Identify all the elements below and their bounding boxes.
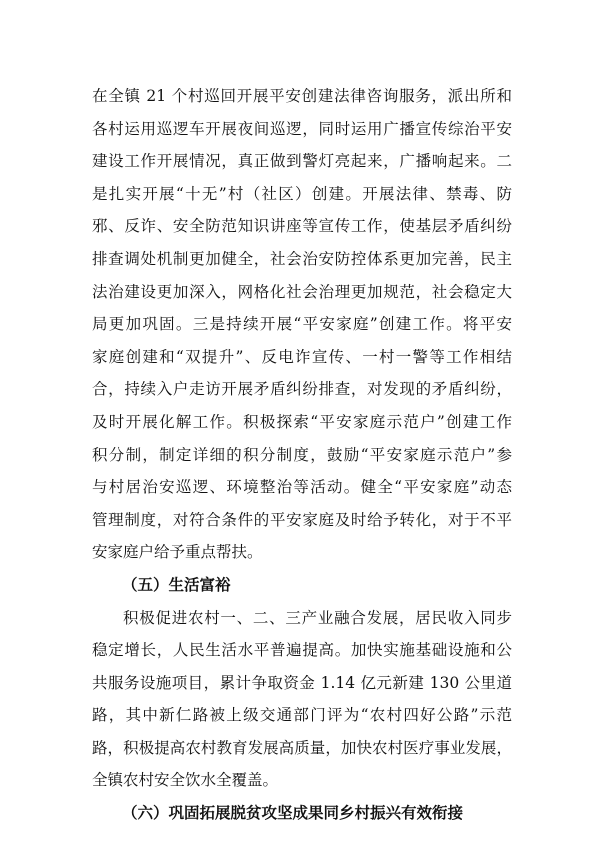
text-line: 稳定增长，人民生活水平普遍提高。加快实施基础设施和公 xyxy=(92,641,512,660)
text-line: 积极促进农村一、二、三产业融合发展，居民收入同步 xyxy=(123,608,512,627)
text-line: 安家庭户给予重点帮扶。 xyxy=(92,543,263,562)
text-line: 局更加巩固。三是持续开展“平安家庭”创建工作。将平安 xyxy=(92,315,512,334)
document-body xyxy=(92,80,512,830)
section-heading-5: （五）生活富裕 xyxy=(122,574,231,594)
text-line: 在全镇 21 个村巡回开展平安创建法律咨询服务，派出所和 xyxy=(92,87,512,105)
text-line: 全镇农村安全饮水全覆盖。 xyxy=(92,771,279,790)
text-line: 各村运用巡逻车开展夜间巡逻，同时运用广播宣传综治平安 xyxy=(92,119,512,138)
text-line: 是扎实开展“十无”村（社区）创建。开展法律、禁毒、防 xyxy=(92,184,512,203)
text-line: 邪、反诈、安全防范知识讲座等宣传工作，使基层矛盾纠纷 xyxy=(92,217,512,236)
paragraph-safety xyxy=(92,80,512,569)
text-line: 家庭创建和“双提升”、反电诈宣传、一村一警等工作相结 xyxy=(92,347,512,366)
text-line: 建设工作开展情况，真正做到警灯亮起来，广播响起来。二 xyxy=(92,152,512,171)
section-heading-6: （六）巩固拓展脱贫攻坚成果同乡村振兴有效衔接 xyxy=(122,803,464,823)
text-line: 路，积极提高农村教育发展高质量，加快农村医疗事业发展， xyxy=(92,738,512,757)
text-line: 合，持续入户走访开展矛盾纠纷排查，对发现的矛盾纠纷， xyxy=(92,380,512,399)
text-line: 路，其中新仁路被上级交通部门评为“农村四好公路”示范 xyxy=(92,706,512,725)
text-line: 法治建设更加深入，网格化社会治理更加规范，社会稳定大 xyxy=(92,282,512,301)
text-line: 共服务设施项目，累计争取资金 1.14 亿元新建 130 公里道 xyxy=(92,673,512,692)
text-line: 及时开展化解工作。积极探索“平安家庭示范户”创建工作 xyxy=(92,412,512,431)
text-line: 排查调处机制更加健全，社会治安防控体系更加完善，民主 xyxy=(92,249,512,268)
text-line: 与村居治安巡逻、环境整治等活动。健全“平安家庭”动态 xyxy=(92,478,512,497)
text-line: 管理制度，对符合条件的平安家庭及时给予转化，对于不平 xyxy=(92,510,512,529)
text-line: 积分制，制定详细的积分制度，鼓励“平安家庭示范户”参 xyxy=(92,445,512,464)
paragraph-prosperity xyxy=(92,602,512,798)
